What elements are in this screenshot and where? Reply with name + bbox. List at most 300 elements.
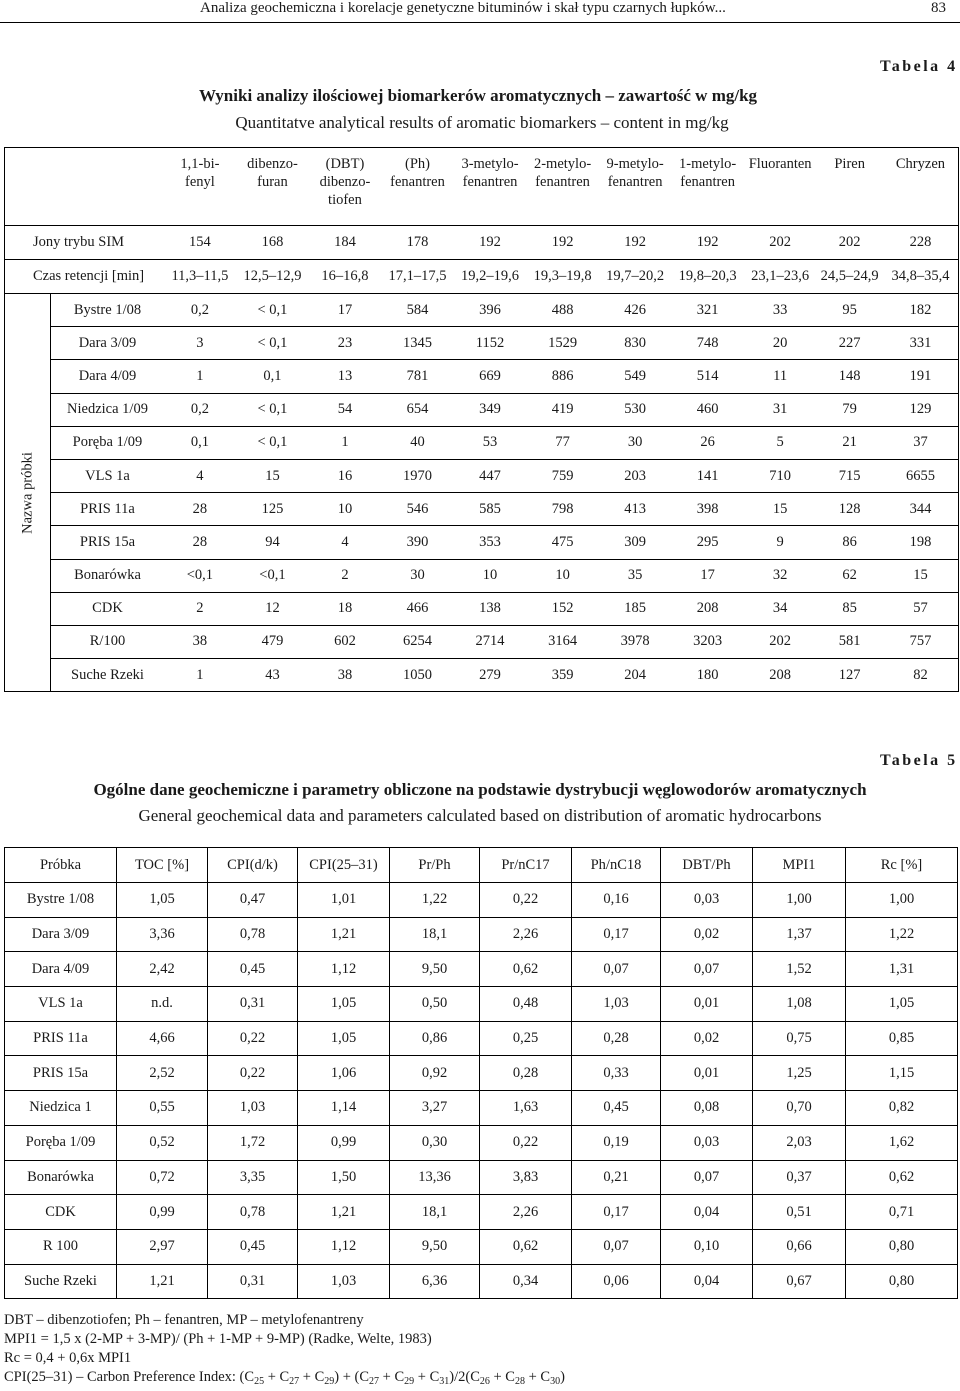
cell-value: < 0,1 <box>236 327 309 360</box>
cell-value: 0,07 <box>572 1229 661 1264</box>
cell-value: 1 <box>164 360 237 393</box>
sample-name-axis <box>5 294 51 692</box>
cell-value: 138 <box>454 592 527 625</box>
cell-value: 359 <box>526 659 599 692</box>
column-header-line: dibenzo- <box>319 174 371 190</box>
sample-row <box>5 493 959 526</box>
cell-value: 0,10 <box>661 1229 753 1264</box>
cell-value: 32 <box>744 559 817 592</box>
cell-value: 3,36 <box>117 917 208 952</box>
table-row <box>5 1125 958 1160</box>
cell-value: 321 <box>671 294 744 327</box>
table4-header-row <box>5 148 959 226</box>
cell-value: 79 <box>816 393 882 426</box>
cell-value: 0,01 <box>661 1056 753 1091</box>
column-header-line: fenantren <box>535 174 590 190</box>
cell-value: 204 <box>599 659 672 692</box>
sample-row <box>5 393 959 426</box>
cell-value: 530 <box>599 393 672 426</box>
cell-value: 1,06 <box>298 1056 390 1091</box>
cell-value: 584 <box>381 294 454 327</box>
cell-value: 0,34 <box>480 1264 572 1299</box>
cell-value: 23 <box>309 327 382 360</box>
cell-value: < 0,1 <box>236 393 309 426</box>
sample-name: CDK <box>51 592 164 625</box>
cell-value: 1,08 <box>753 987 846 1022</box>
formula-text: + C <box>489 1369 515 1385</box>
sample-name: R/100 <box>51 625 164 658</box>
cell-value: 4 <box>164 459 237 492</box>
cell-value: 0,07 <box>661 952 753 987</box>
cell-value: 279 <box>454 659 527 692</box>
cell-value: 228 <box>883 226 959 260</box>
cell-value: 28 <box>164 526 237 559</box>
column-header-line: (Ph) <box>405 156 430 172</box>
sample-name: Dara 3/09 <box>51 327 164 360</box>
cell-value: 9 <box>744 526 817 559</box>
cell-value: 5 <box>744 426 817 459</box>
cell-value: 30 <box>381 559 454 592</box>
cell-value: 129 <box>883 393 959 426</box>
cell-value: 0,16 <box>572 883 661 918</box>
sample-name: Bonarówka <box>51 559 164 592</box>
sample-name: Niedzica 1 <box>5 1091 117 1126</box>
cell-value: 1,03 <box>572 987 661 1022</box>
cell-value: 0,67 <box>753 1264 846 1299</box>
cell-value: 295 <box>671 526 744 559</box>
cell-value: 1 <box>309 426 382 459</box>
cell-value: 43 <box>236 659 309 692</box>
carbon-subscript: 31 <box>439 1376 450 1387</box>
sample-name: PRIS 15a <box>51 526 164 559</box>
cell-value: 0,17 <box>572 917 661 952</box>
cell-value: 1,31 <box>846 952 958 987</box>
cell-value: 94 <box>236 526 309 559</box>
cell-value: 19,8–20,3 <box>671 260 744 294</box>
cell-value: 0,47 <box>208 883 298 918</box>
sample-name: Niedzica 1/09 <box>51 393 164 426</box>
sample-name: Poręba 1/09 <box>5 1125 117 1160</box>
cell-value: 0,04 <box>661 1264 753 1299</box>
formula-text: CPI(25–31) – Carbon Preference Index: (C <box>4 1369 255 1385</box>
cell-value: 10 <box>454 559 527 592</box>
cell-value: 20 <box>744 327 817 360</box>
cell-value: 715 <box>816 459 882 492</box>
carbon-subscript: 25 <box>254 1376 265 1387</box>
cell-value: 38 <box>309 659 382 692</box>
cell-value: 19,2–19,6 <box>454 260 527 294</box>
formula-text: + C <box>414 1369 440 1385</box>
table-row <box>5 1229 958 1264</box>
column-header-line: (DBT) <box>325 156 365 172</box>
cell-value: 24,5–24,9 <box>816 260 882 294</box>
cell-value: 0,31 <box>208 1264 298 1299</box>
cell-value: 1,22 <box>390 883 480 918</box>
sample-row <box>5 526 959 559</box>
cell-value: 466 <box>381 592 454 625</box>
cell-value: 10 <box>526 559 599 592</box>
column-header: CPI(25–31) <box>298 848 390 883</box>
table4 <box>4 147 959 692</box>
cell-value: 0,37 <box>753 1160 846 1195</box>
sample-row <box>5 625 959 658</box>
cell-value: 53 <box>454 426 527 459</box>
column-header-line: fenantren <box>607 174 663 190</box>
formula-text: ) <box>560 1369 565 1385</box>
cell-value: 34,8–35,4 <box>883 260 959 294</box>
cell-value: 488 <box>526 294 599 327</box>
column-header-line: 1,1-bi- <box>180 156 220 172</box>
ion-row <box>5 226 959 260</box>
cell-value: 0,52 <box>117 1125 208 1160</box>
cell-value: 1345 <box>381 327 454 360</box>
page-number: 83 <box>931 0 946 16</box>
cell-value: 185 <box>599 592 672 625</box>
sample-name-axis-label: Nazwa próbki <box>19 451 36 534</box>
cell-value: 26 <box>671 426 744 459</box>
cell-value: 0,21 <box>572 1160 661 1195</box>
cell-value: 0,45 <box>572 1091 661 1126</box>
cell-value: 1,14 <box>298 1091 390 1126</box>
cell-value: 0,22 <box>480 883 572 918</box>
cell-value: 0,28 <box>480 1056 572 1091</box>
cell-value: 1,00 <box>846 883 958 918</box>
cell-value: 581 <box>816 625 882 658</box>
cell-value: 1,03 <box>208 1091 298 1126</box>
cell-value: 0,33 <box>572 1056 661 1091</box>
header-corner <box>5 148 164 226</box>
cell-value: 184 <box>309 226 382 260</box>
cell-value: 0,31 <box>208 987 298 1022</box>
cell-value: 141 <box>671 459 744 492</box>
cell-value: 1,21 <box>298 1195 390 1230</box>
cell-value: 1,21 <box>117 1264 208 1299</box>
formula-text: )/2(C <box>449 1369 480 1385</box>
column-header-line: tiofen <box>328 192 362 208</box>
cell-value: 0,75 <box>753 1021 846 1056</box>
cell-value: 0,2 <box>164 294 237 327</box>
cell-value: 1,21 <box>298 917 390 952</box>
table5-title-en: General geochemical data and parameters calculated based on distribution of aromatic hydrocarbons <box>138 806 822 825</box>
cell-value: 38 <box>164 625 237 658</box>
cell-value: 0,08 <box>661 1091 753 1126</box>
cell-value: 203 <box>599 459 672 492</box>
cell-value: 0,78 <box>208 917 298 952</box>
cell-value: 0,55 <box>117 1091 208 1126</box>
cell-value: 6254 <box>381 625 454 658</box>
running-head-title: Analiza geochemiczna i korelacje genetyczne bituminów i skał typu czarnych łupków... <box>200 0 726 16</box>
cell-value: 0,07 <box>661 1160 753 1195</box>
cell-value: 21 <box>816 426 882 459</box>
cell-value: 1,05 <box>117 883 208 918</box>
sample-name: Dara 3/09 <box>5 917 117 952</box>
cell-value: 0,51 <box>753 1195 846 1230</box>
column-header: Pr/Ph <box>390 848 480 883</box>
cell-value: 128 <box>816 493 882 526</box>
cell-value: 0,80 <box>846 1229 958 1264</box>
cell-value: 178 <box>381 226 454 260</box>
cell-value: 0,70 <box>753 1091 846 1126</box>
cell-value: 1,05 <box>846 987 958 1022</box>
cell-value: 3164 <box>526 625 599 658</box>
cell-value: 33 <box>744 294 817 327</box>
cell-value: 654 <box>381 393 454 426</box>
cell-value: 514 <box>671 360 744 393</box>
cell-value: 17,1–17,5 <box>381 260 454 294</box>
cell-value: 353 <box>454 526 527 559</box>
sample-row <box>5 559 959 592</box>
column-header-line: fenyl <box>185 174 215 190</box>
note-rc-formula: Rc = 0,4 + 0,6x MPI1 <box>4 1350 132 1366</box>
sample-row <box>5 459 959 492</box>
cell-value: 1050 <box>381 659 454 692</box>
cell-value: 426 <box>599 294 672 327</box>
column-header: TOC [%] <box>117 848 208 883</box>
cell-value: 17 <box>309 294 382 327</box>
sample-row <box>5 592 959 625</box>
cell-value: 0,17 <box>572 1195 661 1230</box>
cell-value: 180 <box>671 659 744 692</box>
formula-text: + C <box>299 1369 325 1385</box>
cell-value: 40 <box>381 426 454 459</box>
cell-value: 23,1–23,6 <box>744 260 817 294</box>
cell-value: 15 <box>744 493 817 526</box>
cell-value: 9,50 <box>390 952 480 987</box>
sample-name: Poręba 1/09 <box>51 426 164 459</box>
cell-value: 125 <box>236 493 309 526</box>
table5 <box>4 847 958 1299</box>
table4-title-en: Quantitatve analytical results of aromatic biomarkers – content in mg/kg <box>235 113 729 132</box>
cell-value: 1152 <box>454 327 527 360</box>
cell-value: 1970 <box>381 459 454 492</box>
cell-value: 0,01 <box>661 987 753 1022</box>
cell-value: 0,71 <box>846 1195 958 1230</box>
cell-value: 37 <box>883 426 959 459</box>
cell-value: 16 <box>309 459 382 492</box>
cell-value: 19,7–20,2 <box>599 260 672 294</box>
sample-row <box>5 426 959 459</box>
cell-value: 0,22 <box>208 1056 298 1091</box>
cell-value: 1,50 <box>298 1160 390 1195</box>
table-row <box>5 1056 958 1091</box>
cell-value: 6,36 <box>390 1264 480 1299</box>
sample-name: PRIS 11a <box>51 493 164 526</box>
column-header <box>744 148 817 226</box>
cell-value: 35 <box>599 559 672 592</box>
cell-value: 2,03 <box>753 1125 846 1160</box>
cell-value: 208 <box>671 592 744 625</box>
cell-value: 17 <box>671 559 744 592</box>
column-header: CPI(d/k) <box>208 848 298 883</box>
cell-value: 85 <box>816 592 882 625</box>
cell-value: 781 <box>381 360 454 393</box>
cell-value: 830 <box>599 327 672 360</box>
column-header <box>236 148 309 226</box>
table-row <box>5 987 958 1022</box>
column-header-line: fenantren <box>390 174 445 190</box>
cell-value: 0,85 <box>846 1021 958 1056</box>
sample-name: VLS 1a <box>51 459 164 492</box>
running-head <box>0 0 960 23</box>
table4-label: Tabela 4 <box>880 58 958 75</box>
table-row <box>5 1091 958 1126</box>
formula-text: + C <box>379 1369 405 1385</box>
sample-name: R 100 <box>5 1229 117 1264</box>
cell-value: 0,66 <box>753 1229 846 1264</box>
cell-value: 1,15 <box>846 1056 958 1091</box>
cell-value: 0,48 <box>480 987 572 1022</box>
formula-text: ) + (C <box>334 1369 370 1385</box>
cell-value: 3,83 <box>480 1160 572 1195</box>
column-header-line: dibenzo- <box>247 156 298 172</box>
cell-value: 0,1 <box>164 426 237 459</box>
column-header <box>671 148 744 226</box>
cell-value: 1529 <box>526 327 599 360</box>
cell-value: 1,72 <box>208 1125 298 1160</box>
carbon-subscript: 29 <box>404 1376 415 1387</box>
cell-value: 11,3–11,5 <box>164 260 237 294</box>
sample-name: Dara 4/09 <box>51 360 164 393</box>
cell-value: 3978 <box>599 625 672 658</box>
sample-row <box>5 360 959 393</box>
cell-value: < 0,1 <box>236 294 309 327</box>
cell-value: 0,99 <box>117 1195 208 1230</box>
column-header-line: 9-metylo- <box>606 156 664 172</box>
column-header: Pr/nC17 <box>480 848 572 883</box>
cell-value: 15 <box>883 559 959 592</box>
cell-value: 0,30 <box>390 1125 480 1160</box>
cell-value: 227 <box>816 327 882 360</box>
table-row <box>5 1021 958 1056</box>
cell-value: <0,1 <box>236 559 309 592</box>
cell-value: 1,12 <box>298 1229 390 1264</box>
column-header <box>883 148 959 226</box>
cell-value: 479 <box>236 625 309 658</box>
cell-value: 309 <box>599 526 672 559</box>
cell-value: 447 <box>454 459 527 492</box>
column-header-line: 2-metylo- <box>533 156 592 172</box>
cell-value: 6655 <box>883 459 959 492</box>
cell-value: 757 <box>883 625 959 658</box>
cell-value: 0,50 <box>390 987 480 1022</box>
column-header: Ph/nC18 <box>572 848 661 883</box>
cell-value: 748 <box>671 327 744 360</box>
note-mpi1-formula: MPI1 = 1,5 x (2-MP + 3-MP)/ (Ph + 1-MP + 9-MP) (Radke, Welte, 1983) <box>4 1331 432 1347</box>
cell-value: 18,1 <box>390 917 480 952</box>
column-header: MPI1 <box>753 848 846 883</box>
cell-value: 2714 <box>454 625 527 658</box>
cell-value: 0,03 <box>661 883 753 918</box>
cell-value: 0,03 <box>661 1125 753 1160</box>
cell-value: 62 <box>816 559 882 592</box>
cell-value: 31 <box>744 393 817 426</box>
column-header-line: Fluoranten <box>748 156 812 172</box>
cell-value: 2 <box>309 559 382 592</box>
note-cpi-formula <box>4 1368 565 1391</box>
sample-name: CDK <box>5 1195 117 1230</box>
sample-name: Suche Rzeki <box>5 1264 117 1299</box>
cell-value: 2 <box>164 592 237 625</box>
cell-value: 602 <box>309 625 382 658</box>
cell-value: 9,50 <box>390 1229 480 1264</box>
cell-value: 0,45 <box>208 952 298 987</box>
cell-value: 208 <box>744 659 817 692</box>
cell-value: 0,92 <box>390 1056 480 1091</box>
carbon-subscript: 27 <box>289 1376 300 1387</box>
cell-value: 15 <box>236 459 309 492</box>
table4-title-pl: Wyniki analizy ilościowej biomarkerów aromatycznych – zawartość w mg/kg <box>198 86 758 105</box>
cell-value: 2,42 <box>117 952 208 987</box>
cell-value: 86 <box>816 526 882 559</box>
cell-value: 0,07 <box>572 952 661 987</box>
sample-row <box>5 659 959 692</box>
cell-value: 95 <box>816 294 882 327</box>
cell-value: 1,03 <box>298 1264 390 1299</box>
column-header: Rc [%] <box>846 848 958 883</box>
column-header <box>454 148 527 226</box>
cell-value: 1,22 <box>846 917 958 952</box>
cell-value: 13,36 <box>390 1160 480 1195</box>
cell-value: 0,28 <box>572 1021 661 1056</box>
cell-value: 30 <box>599 426 672 459</box>
cell-value: 54 <box>309 393 382 426</box>
cell-value: 57 <box>883 592 959 625</box>
table-row <box>5 952 958 987</box>
cell-value: 3,27 <box>390 1091 480 1126</box>
cell-value: 127 <box>816 659 882 692</box>
cell-value: 398 <box>671 493 744 526</box>
carbon-subscript: 29 <box>324 1376 335 1387</box>
column-header <box>599 148 672 226</box>
cell-value: 0,62 <box>846 1160 958 1195</box>
sample-row <box>5 294 959 327</box>
column-header <box>164 148 237 226</box>
carbon-subscript: 27 <box>369 1376 380 1387</box>
cell-value: 11 <box>744 360 817 393</box>
cell-value: 0,22 <box>480 1125 572 1160</box>
cell-value: 0,22 <box>208 1021 298 1056</box>
cell-value: 585 <box>454 493 527 526</box>
cell-value: <0,1 <box>164 559 237 592</box>
cell-value: 886 <box>526 360 599 393</box>
cell-value: 349 <box>454 393 527 426</box>
cell-value: 154 <box>164 226 237 260</box>
table5-title-pl: Ogólne dane geochemiczne i parametry obliczone na podstawie dystrybucji węglowodorów aromatycznych <box>93 780 867 799</box>
cell-value: 2,26 <box>480 917 572 952</box>
cell-value: 202 <box>744 226 817 260</box>
cell-value: 18 <box>309 592 382 625</box>
cell-value: 152 <box>526 592 599 625</box>
sample-name: Suche Rzeki <box>51 659 164 692</box>
cell-value: 419 <box>526 393 599 426</box>
cell-value: 3,35 <box>208 1160 298 1195</box>
cell-value: 34 <box>744 592 817 625</box>
cell-value: 2,52 <box>117 1056 208 1091</box>
cell-value: 16–16,8 <box>309 260 382 294</box>
cell-value: 0,02 <box>661 917 753 952</box>
cell-value: 0,06 <box>572 1264 661 1299</box>
column-header <box>526 148 599 226</box>
cell-value: 1,37 <box>753 917 846 952</box>
cell-value: 0,62 <box>480 1229 572 1264</box>
cell-value: 460 <box>671 393 744 426</box>
sample-name: Bonarówka <box>5 1160 117 1195</box>
cell-value: 0,72 <box>117 1160 208 1195</box>
cell-value: 1,01 <box>298 883 390 918</box>
cell-value: 192 <box>599 226 672 260</box>
row-label: Jony trybu SIM <box>5 226 164 260</box>
table5-header-row <box>5 848 958 883</box>
